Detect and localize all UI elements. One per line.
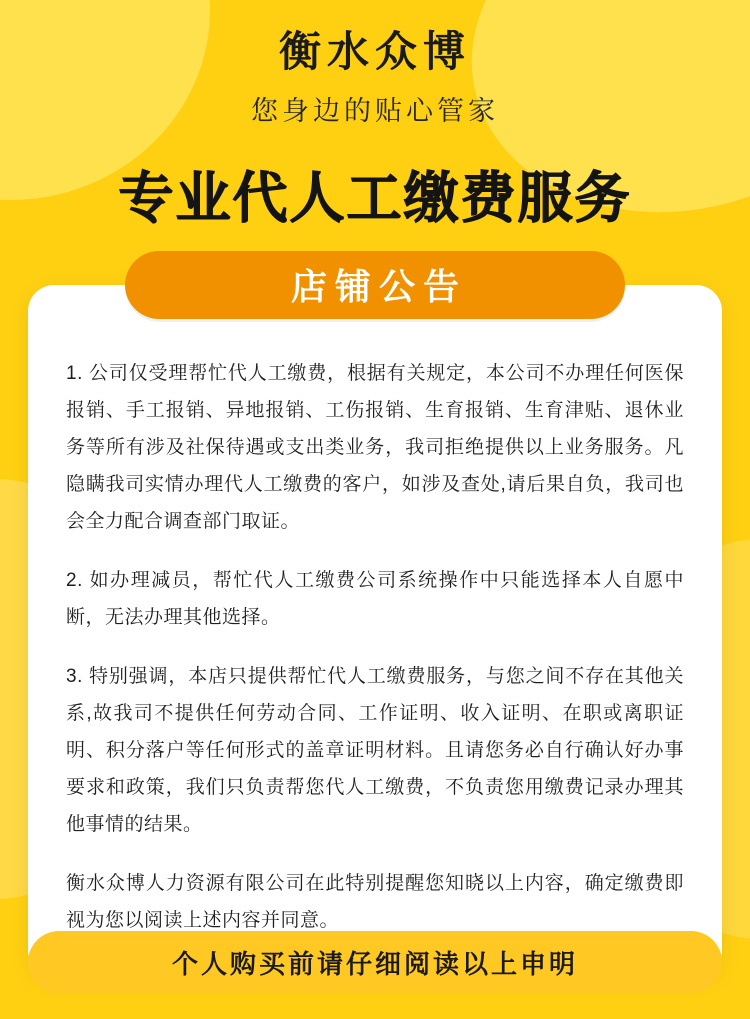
service-headline: 专业代人工缴费服务 [118,166,632,229]
notice-card [28,285,722,978]
poster-header [0,0,750,233]
notice-paragraph: 2. 如办理减员，帮忙代人工缴费公司系统操作中只能选择本人自愿中断，无法办理其他选择。 [66,569,684,628]
footer-note: 个人购买前请仔细阅读以上申明 [171,948,578,979]
notice-ribbon [125,251,625,319]
notice-card-wrapper [28,266,722,978]
footer-banner [28,931,722,993]
notice-paragraph: 衡水众博人力资源有限公司在此特别提醒您知晓以上内容，确定缴费即视为您以阅读上述内容并同意。 [66,873,684,932]
notice-paragraph: 3. 特别强调，本店只提供帮忙代人工缴费服务，与您之间不存在其他关系,故我司不提供任何劳动合同、工作证明、收入证明、在职或离职证明、积分落户等任何形式的盖章证明材料。且请您务必自行确认好办事要求和政策，我们只负责帮您代人工缴费，不负责您用缴费记录办理其他事情的结果。 [66,665,684,836]
notice-paragraph: 1. 公司仅受理帮忙代人工缴费，根据有关规定，本公司不办理任何医保报销、手工报销、异地报销、工伤报销、生育报销、生育津贴、退休业务等所有涉及社保待遇或支出类业务，我司拒绝提供以上业务服务。凡隐瞒我司实情办理代人工缴费的客户，如涉及查处,请后果自负，我司也会全力配合调查部门取证。 [66,362,684,532]
brand-slogan: 您身边的贴心管家 [251,95,499,126]
brand-title: 衡水众博 [278,28,471,75]
notice-ribbon-label: 店铺公告 [290,266,467,307]
